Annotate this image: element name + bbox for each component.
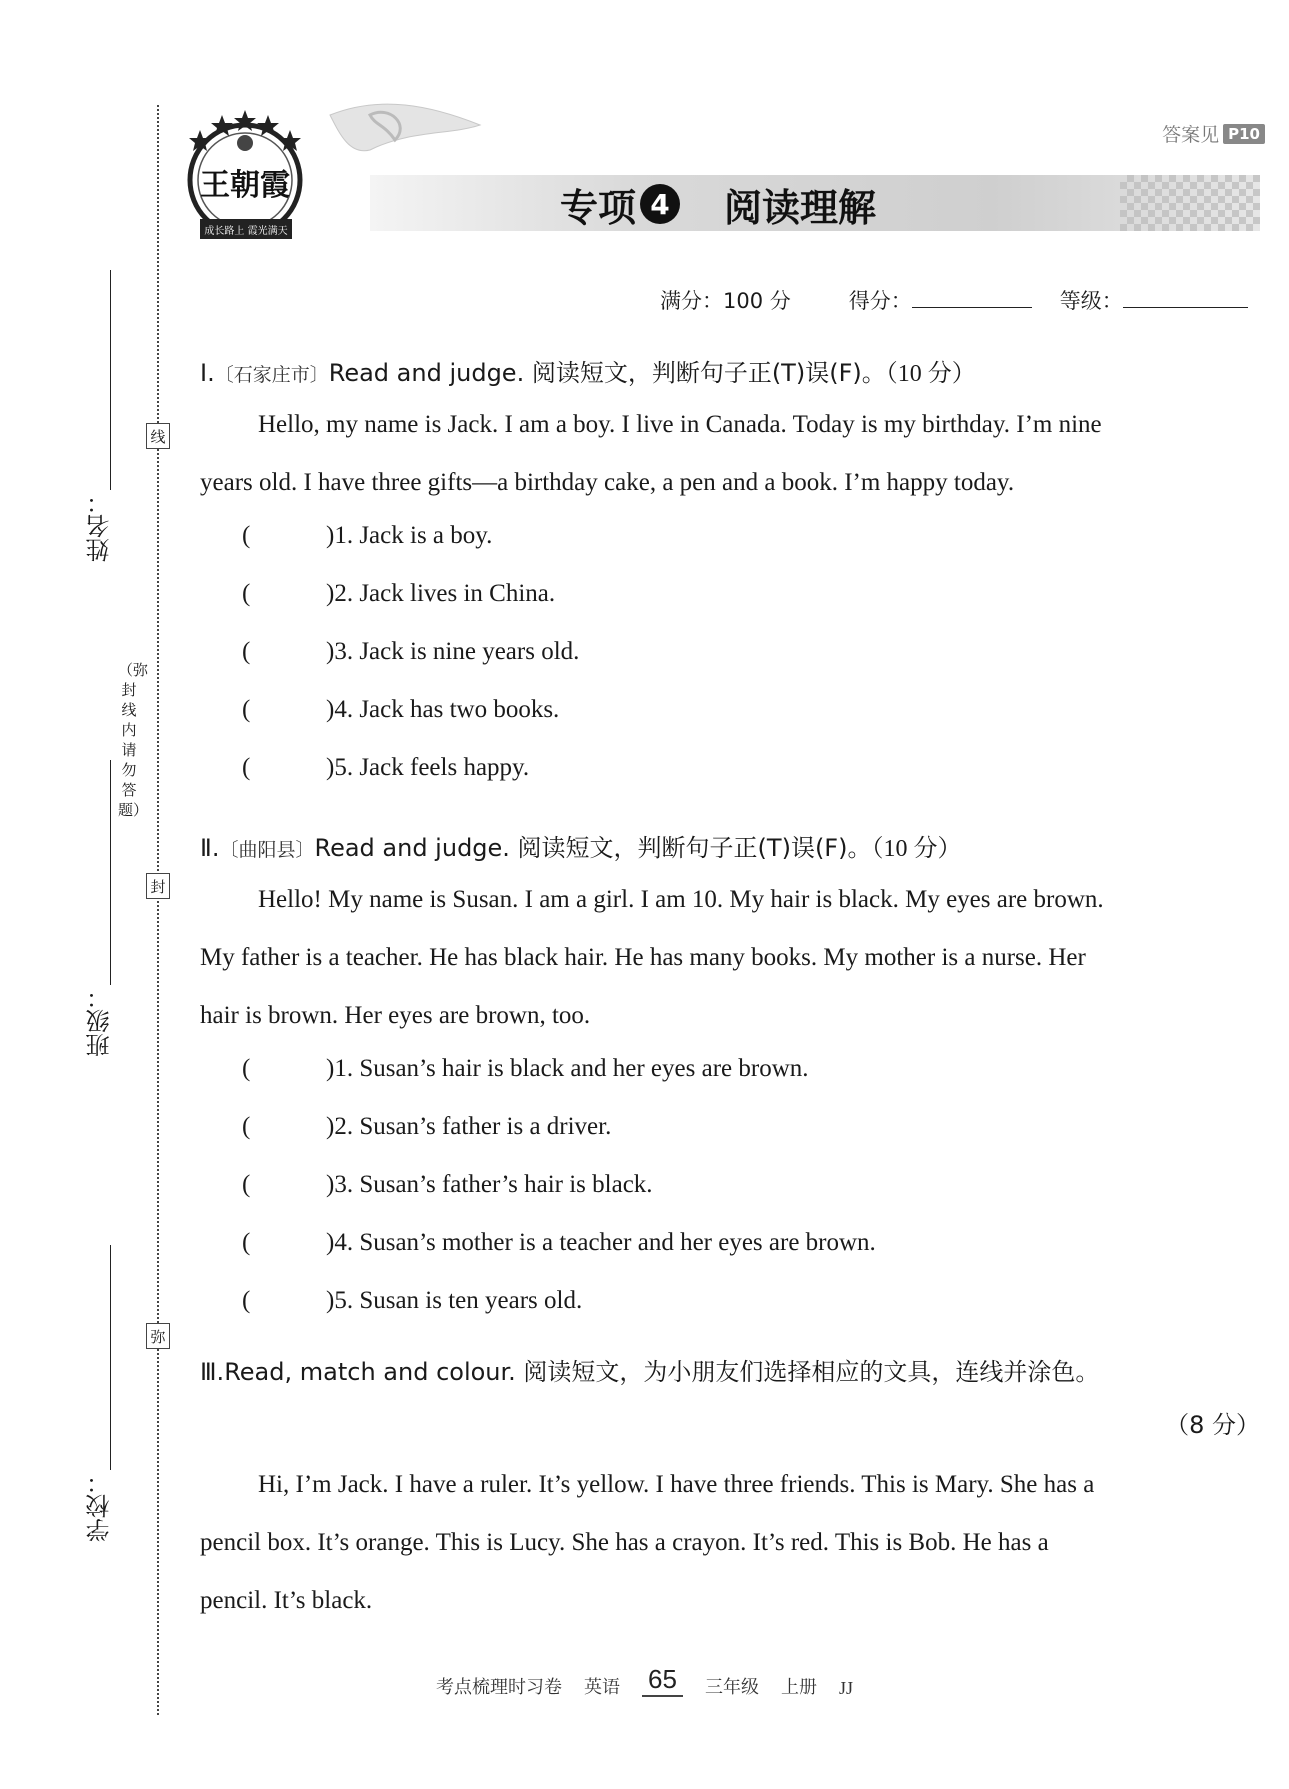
section-3-instruction: Read, match and colour. 阅读短文，为小朋友们选择相应的文具，连线并涂色。 [224,1358,1100,1386]
answer-paren: ( [242,1113,251,1140]
name-field [82,270,122,570]
answer-paren: ( [242,1229,251,1256]
section-3-passage-line-3: pencil. It’s black. [200,1587,373,1614]
name-field-line [110,270,111,490]
school-field-line [110,1245,111,1470]
question-text: )4. Susan’s mother is a teacher and her eyes are brown. [326,1229,876,1256]
grade-blank[interactable] [1123,287,1248,308]
score-line [660,285,1260,315]
total-score: 满分：100 分 [660,289,791,313]
question-text: )5. Jack feels happy. [326,754,530,781]
footer-grade: 三年级 [704,1677,759,1697]
section-3-points: （8 分） [1165,1411,1260,1439]
class-field-label: 班级： [86,985,114,1057]
section-3-passage-line-1: Hi, I’m Jack. I have a ruler. It’s yellow. I have three friends. This is Mary. She has a [258,1471,1095,1498]
section-3-heading [200,1352,1099,1387]
question-text: )3. Jack is nine years old. [326,638,580,665]
section-2-passage-line-3: hair is brown. Her eyes are brown, too. [200,1002,591,1029]
name-field-label: 姓名： [86,490,114,562]
grade-label: 等级： [1059,289,1123,313]
title-number-badge: 4 [640,184,680,224]
brand-logo [180,95,510,265]
section-1-passage [200,396,1260,512]
banner-checker-pattern [1120,175,1260,231]
answer-paren: ( [242,1287,251,1314]
score-label: 得分： [848,289,912,313]
footer-edition: JJ [838,1678,853,1698]
question-text: )2. Susan’s father is a driver. [326,1113,612,1140]
answer-reference [1162,120,1265,147]
school-field-label: 学校： [86,1470,114,1542]
answer-reference-page: P10 [1223,124,1265,144]
binding-mark-line: 线 [146,423,170,449]
section-3-passage-line-2: pencil box. It’s orange. This is Lucy. She has a crayon. It’s red. This is Bob. He has a [200,1529,1049,1556]
section-2-passage-line-1: Hello! My name is Susan. I am a girl. I am 10. My hair is black. My eyes are brown. [258,886,1104,913]
section-1-question-3[interactable] [242,638,579,666]
section-2-question-1[interactable] [242,1055,809,1083]
binding-dotted-line [157,105,159,1715]
section-2-question-5[interactable] [242,1287,582,1315]
question-text: )2. Jack lives in China. [326,580,556,607]
section-2-points: （10 分） [871,836,962,862]
section-2-question-3[interactable] [242,1171,653,1199]
class-field [82,760,122,1060]
section-1-question-4[interactable] [242,696,559,724]
page-title [560,178,876,230]
question-text: )1. Jack is a boy. [326,522,493,549]
answer-reference-text: 答案见 [1162,124,1220,146]
question-text: )3. Susan’s father’s hair is black. [326,1171,653,1198]
section-2-passage [200,871,1260,1045]
title-prefix: 专项 [560,185,637,230]
section-1-question-1[interactable] [242,522,492,550]
section-1-passage-line-1: Hello, my name is Jack. I am a boy. I live in Canada. Today is my birthday. I’m nine [258,411,1102,438]
answer-paren: ( [242,580,251,607]
answer-paren: ( [242,638,251,665]
answer-paren: ( [242,522,251,549]
section-1-region: 〔石家庄市〕 [214,364,329,386]
section-1-instruction: Read and judge. 阅读短文，判断句子正(T)误(F)。 [328,359,886,387]
answer-paren: ( [242,696,251,723]
section-2-question-4[interactable] [242,1229,876,1257]
title-name: 阅读理解 [724,185,877,230]
page-footer [0,1666,1289,1699]
answer-paren: ( [242,1171,251,1198]
question-text: )1. Susan’s hair is black and her eyes are brown. [326,1055,809,1082]
footer-volume: 上册 [780,1677,817,1697]
class-field-line [110,760,111,985]
footer-subject: 英语 [584,1677,621,1697]
section-1-number: Ⅰ. [200,359,215,387]
section-2-instruction: Read and judge. 阅读短文，判断句子正(T)误(F)。 [314,834,872,862]
binding-mark-seal: 封 [146,873,170,899]
section-2-heading [200,828,961,863]
score-blank[interactable] [912,287,1032,308]
section-2-passage-line-2: My father is a teacher. He has black hair. He has many books. My mother is a nurse. Her [200,944,1086,971]
logo-text: 王朝霞 [200,168,290,203]
school-field [82,1245,122,1555]
section-1-question-5[interactable] [242,754,529,782]
page-number: 65 [642,1664,683,1697]
section-1-question-2[interactable] [242,580,555,608]
section-2-question-2[interactable] [242,1113,611,1141]
section-2-number: Ⅱ. [200,834,220,862]
section-1-passage-line-2: years old. I have three gifts—a birthday cake, a pen and a book. I’m happy today. [200,469,1015,496]
seal-note: （弥封线内请勿答题） [118,661,149,819]
question-text: )4. Jack has two books. [326,696,560,723]
section-1-heading [200,353,976,388]
logo-slogan: 成长路上 霞光满天 [204,226,288,237]
section-3-passage [200,1456,1260,1630]
answer-paren: ( [242,1055,251,1082]
answer-paren: ( [242,754,251,781]
section-2-region: 〔曲阳县〕 [219,839,315,861]
section-1-points: （10 分） [885,361,976,387]
question-text: )5. Susan is ten years old. [326,1287,583,1314]
section-3-number: Ⅲ. [200,1358,225,1386]
binding-mark-mi: 弥 [146,1323,170,1349]
footer-series: 考点梳理时习卷 [436,1677,563,1697]
